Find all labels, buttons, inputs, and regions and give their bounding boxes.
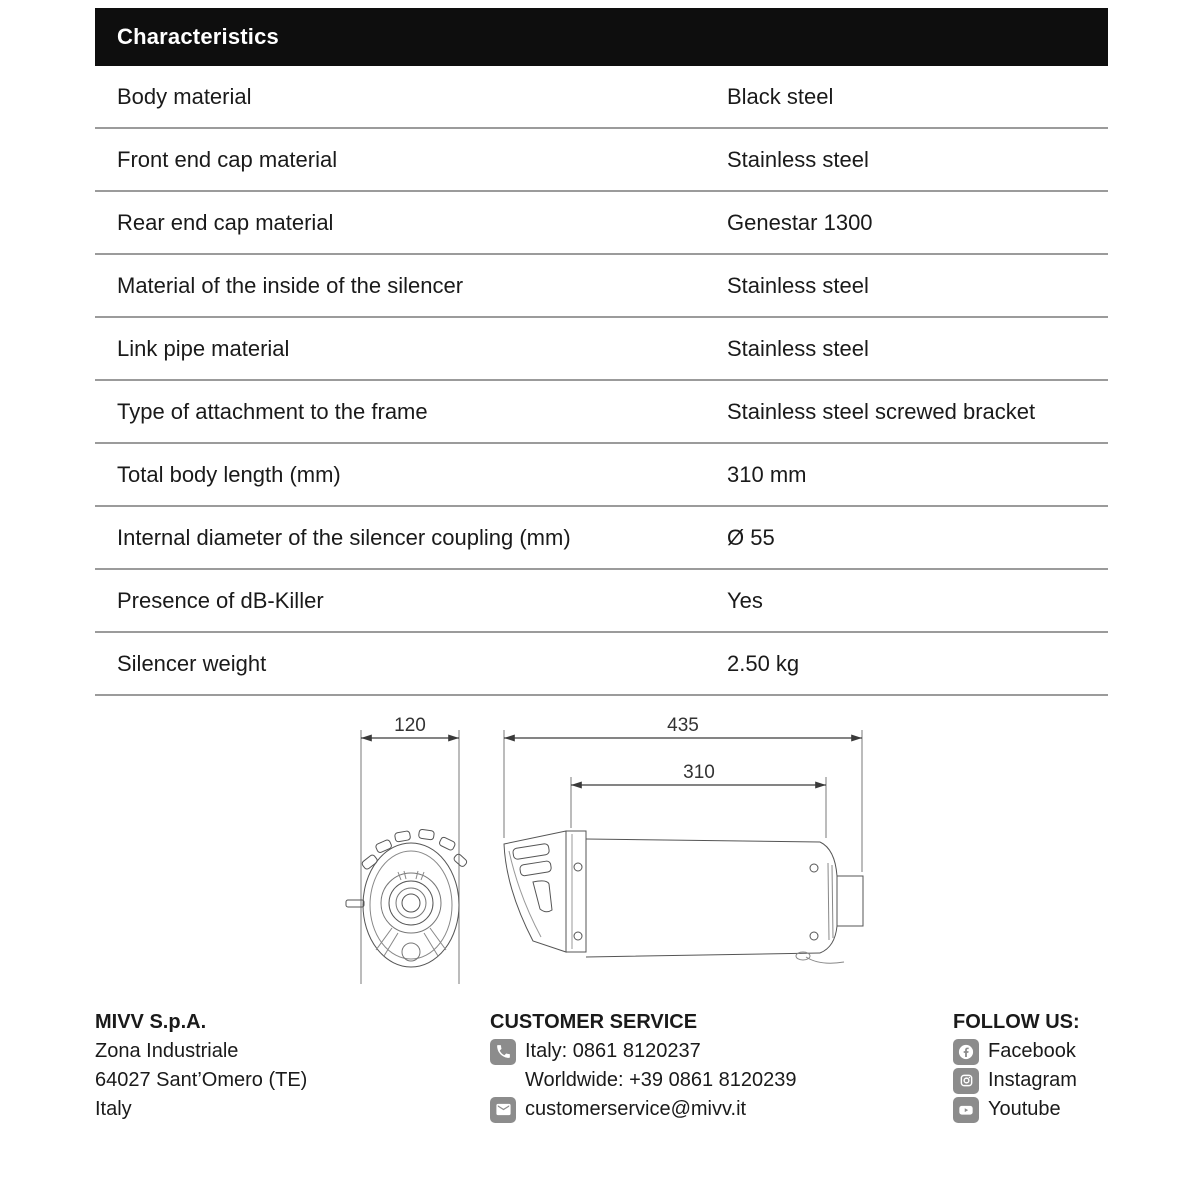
row-value: Stainless steel <box>727 146 869 172</box>
footer-follow-us <box>953 1008 1080 1124</box>
row-value: Stainless steel <box>727 335 869 361</box>
table-row-db-killer <box>95 570 1108 633</box>
table-row-attachment-type <box>95 381 1108 444</box>
row-label: Body material <box>117 83 252 109</box>
end-view <box>346 829 468 967</box>
table-header <box>95 8 1108 66</box>
phone-italy-row <box>490 1037 797 1066</box>
social-label[interactable]: Facebook <box>988 1040 1076 1062</box>
company-address-line: Italy <box>95 1098 132 1120</box>
table-title: Characteristics <box>117 24 279 49</box>
silencer-drawing-svg <box>300 700 940 1000</box>
facebook-icon[interactable] <box>953 1039 979 1065</box>
row-value: 2.50 kg <box>727 650 800 676</box>
social-instagram[interactable] <box>953 1066 1080 1095</box>
characteristics-table <box>95 8 1108 696</box>
table-row-silencer-weight <box>95 633 1108 696</box>
side-view <box>504 831 863 963</box>
social-label[interactable]: Youtube <box>988 1098 1061 1120</box>
company-name: MIVV S.p.A. <box>95 1011 207 1033</box>
dim-label-end-view-width: 120 <box>394 715 426 736</box>
row-value: Ø 55 <box>727 524 775 550</box>
table-row-front-end-cap <box>95 129 1108 192</box>
footer-company <box>95 1008 307 1124</box>
table-row-coupling-diameter <box>95 507 1108 570</box>
social-facebook[interactable] <box>953 1037 1080 1066</box>
social-label[interactable]: Instagram <box>988 1069 1077 1091</box>
row-label: Silencer weight <box>117 650 267 676</box>
row-value: Genestar 1300 <box>727 209 873 235</box>
table-row-link-pipe <box>95 318 1108 381</box>
dim-label-total-length: 435 <box>667 715 699 736</box>
row-label: Link pipe material <box>117 335 290 361</box>
phone-italy-text: Italy: 0861 8120237 <box>525 1040 701 1062</box>
dimension-extension-lines <box>361 730 862 984</box>
email-text[interactable]: customerservice@mivv.it <box>525 1098 747 1120</box>
row-label: Total body length (mm) <box>117 461 341 487</box>
row-value: Yes <box>727 587 763 613</box>
instagram-icon[interactable] <box>953 1068 979 1094</box>
row-label: Material of the inside of the silencer <box>117 272 464 298</box>
table-row-rear-end-cap <box>95 192 1108 255</box>
social-youtube[interactable] <box>953 1095 1080 1124</box>
dimension-lines <box>361 738 862 785</box>
dim-label-body-length: 310 <box>683 762 715 783</box>
table-row-body-material <box>95 66 1108 129</box>
row-label: Internal diameter of the silencer coupling (mm) <box>117 524 571 550</box>
row-label: Front end cap material <box>117 146 338 172</box>
company-address-line: 64027 Sant’Omero (TE) <box>95 1069 308 1091</box>
company-address-line: Zona Industriale <box>95 1040 239 1062</box>
row-value: Black steel <box>727 83 834 109</box>
table-row-inside-material <box>95 255 1108 318</box>
technical-drawing <box>300 700 940 1000</box>
mail-icon <box>490 1097 516 1123</box>
row-value: Stainless steel screwed bracket <box>727 398 1036 424</box>
follow-us-title: FOLLOW US: <box>953 1011 1080 1033</box>
youtube-icon[interactable] <box>953 1097 979 1123</box>
row-label: Presence of dB-Killer <box>117 587 324 613</box>
table-row-body-length <box>95 444 1108 507</box>
phone-worldwide-text: Worldwide: +39 0861 8120239 <box>525 1069 797 1091</box>
email-row[interactable] <box>490 1095 797 1124</box>
phone-icon <box>490 1039 516 1065</box>
row-label: Type of attachment to the frame <box>117 398 428 424</box>
footer-customer-service <box>490 1008 797 1124</box>
row-value: Stainless steel <box>727 272 869 298</box>
customer-service-title: CUSTOMER SERVICE <box>490 1011 698 1033</box>
row-value: 310 mm <box>727 461 807 487</box>
phone-worldwide-row <box>490 1066 797 1095</box>
row-label: Rear end cap material <box>117 209 334 235</box>
